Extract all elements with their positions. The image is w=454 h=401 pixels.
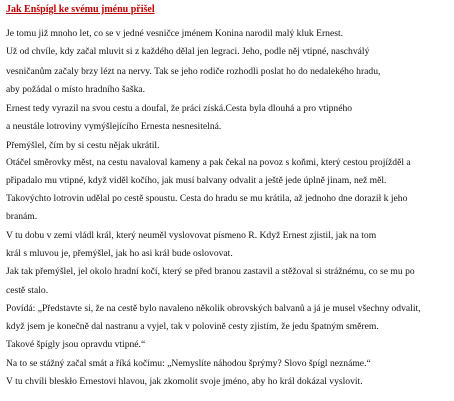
text-line: Otáčel směrovky měst, na cestu navaloval kameny a pak čekal na povoz s koňmi, který cestou projížděl a: [6, 157, 411, 168]
text-line: a neustále lotroviny vymýšlejícího Ernesta nesnesitelná.: [6, 121, 222, 132]
text-line: Na to se stážný začal smát a říká kočímu: „Nemyslíte náhodou šprýmy? Slovo špígl neznáme.“: [6, 358, 371, 369]
text-line: král s mluvou je, přemýšlel, jak ho asi král bude oslovovat.: [6, 248, 233, 259]
text-line: Už od chvíle, kdy začal mluvit si z každého dělal jen legraci. Jeho, podle něj vtipné, naschválý: [6, 46, 370, 57]
document-title: Jak Enšpígl ke svému jménu přišel: [6, 4, 155, 15]
text-line: cestě stalo.: [6, 285, 49, 296]
text-line: branám.: [6, 211, 38, 222]
text-line: Je tomu již mnoho let, co se v jedné vesničce jménem Konina narodil malý kluk Ernest.: [6, 28, 344, 39]
text-line: Ernest tedy vyrazil na svou cestu a doufal, že práci získá.Cesta byla dlouhá a pro vtipného: [6, 103, 353, 114]
text-line: V tu chvíli bleskło Ernestovi hlavou, jak zkomolit svoje jméno, aby ho král dokázal vyslovit.: [6, 376, 363, 387]
text-line: V tu dobu v zemi vládl král, který neuměl vyslovovat písmeno R. Když Ernest zjistil, jak na tom: [6, 230, 377, 241]
text-line: vesničanům začaly brzy lézt na nervy. Tak se jeho rodiče rozhodli poslat ho do nedalekého hradu,: [6, 66, 381, 77]
text-line: Takové špígly jsou opravdu vtipné.“: [6, 339, 146, 350]
text-line: Přemýšlel, čím by si cestu nějak ukrátil.: [6, 140, 160, 151]
text-line: když jsem je konečně dal nastranu a vyjel, tak v polovině cesty zjistím, že jedu špatným směrem.: [6, 321, 379, 332]
text-line: Jak tak přemýšlel, jel okolo hradní kočí, který se před branou zastavil a stěžoval si strážnému, co se mu po: [6, 266, 415, 277]
text-line: připadalo mu vtipné, když viděl kočího, jak musí balvany odvalit a ještě jede úplně jinam, než měl.: [6, 175, 387, 186]
text-line: Takovýchto lotrovin udělal po cestě spoustu. Cesta do hradu se mu krátila, až jednoho dne doraził k jeho: [6, 193, 408, 204]
text-line: Povídá: „Představte si, že na cestě bylo navaleno několik obrovských balvanů a já je musel všechny odvalit,: [6, 303, 421, 314]
text-line: aby požádal o místo hradního šaška.: [6, 84, 146, 95]
